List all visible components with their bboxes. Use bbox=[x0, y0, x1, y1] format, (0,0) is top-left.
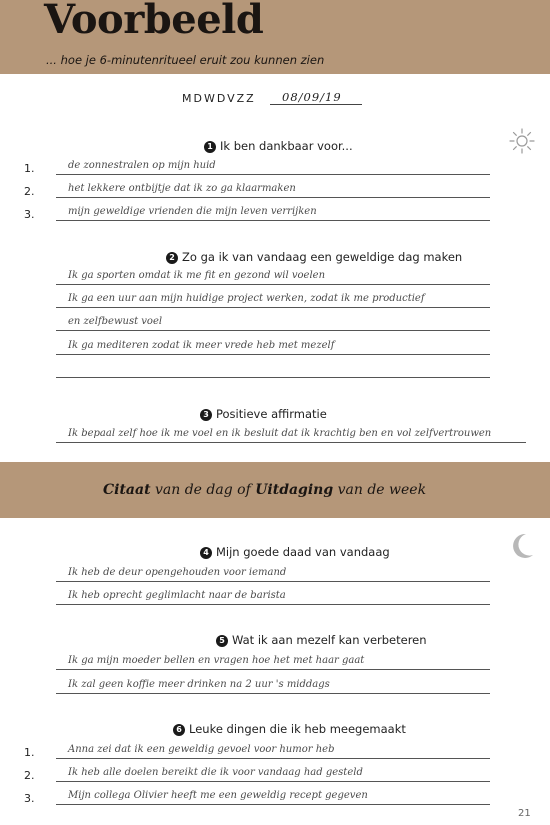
section-number-badge: 4 bbox=[200, 547, 212, 559]
list-number: 2. bbox=[24, 185, 35, 198]
affirmation-line[interactable]: Ik bepaal zelf hoe ik me voel en ik besluit dat ik krachtig ben en vol zelfvertrouwen bbox=[56, 426, 526, 443]
list-number: 3. bbox=[24, 208, 35, 221]
section-5-heading bbox=[216, 633, 427, 647]
plan-line-3[interactable]: en zelfbewust voel bbox=[56, 314, 490, 331]
section-6-heading bbox=[173, 722, 406, 736]
section-2-heading bbox=[166, 250, 462, 264]
band-title-part: Citaat bbox=[103, 482, 151, 498]
section-number-badge: 2 bbox=[166, 252, 178, 264]
band-title-part: van de dag of bbox=[150, 482, 256, 498]
section-number-badge: 3 bbox=[200, 409, 212, 421]
page-title: Voorbeeld bbox=[44, 0, 264, 43]
section-1-heading bbox=[204, 139, 353, 153]
list-number: 3. bbox=[24, 792, 35, 805]
section-number-badge: 5 bbox=[216, 635, 228, 647]
gratitude-line-3[interactable]: mijn geweldige vrienden die mijn leven verrijken bbox=[56, 204, 490, 221]
plan-line-4[interactable]: Ik ga mediteren zodat ik meer vrede heb met mezelf bbox=[56, 338, 490, 355]
section-title: Zo ga ik van vandaag een geweldige dag maken bbox=[182, 250, 463, 264]
weekday-letters: MDWDVZZ bbox=[182, 92, 256, 105]
plan-line-5[interactable] bbox=[56, 361, 490, 378]
page-number: 21 bbox=[518, 808, 531, 819]
improve-line-2[interactable]: Ik zal geen koffie meer drinken na 2 uur 's middags bbox=[56, 677, 490, 694]
section-title: Ik ben dankbaar voor... bbox=[220, 139, 353, 153]
fun-thing-line-1[interactable]: Anna zei dat ik een geweldig gevoel voor humor heb bbox=[56, 742, 490, 759]
list-number: 1. bbox=[24, 746, 35, 759]
list-number: 1. bbox=[24, 162, 35, 175]
list-number: 2. bbox=[24, 769, 35, 782]
gratitude-line-2[interactable]: het lekkere ontbijtje dat ik zo ga klaarmaken bbox=[56, 181, 490, 198]
page-subtitle: ... hoe je 6-minutenritueel eruit zou kunnen zien bbox=[46, 53, 325, 67]
date-field[interactable]: 08/09/19 bbox=[270, 90, 362, 105]
header-banner bbox=[0, 0, 550, 74]
plan-line-2[interactable]: Ik ga een uur aan mijn huidige project werken, zodat ik me productief bbox=[56, 291, 490, 308]
section-title: Leuke dingen die ik heb meegemaakt bbox=[189, 722, 406, 736]
sun-icon bbox=[508, 127, 536, 155]
section-title: Wat ik aan mezelf kan verbeteren bbox=[232, 633, 427, 647]
section-number-badge: 6 bbox=[173, 724, 185, 736]
quote-challenge-band bbox=[0, 462, 550, 518]
section-number-badge: 1 bbox=[204, 141, 216, 153]
good-deed-line-2[interactable]: Ik heb oprecht geglimlacht naar de barista bbox=[56, 588, 490, 605]
section-3-heading bbox=[200, 407, 327, 421]
section-title: Positieve affirmatie bbox=[216, 407, 327, 421]
band-title-part: Uitdaging bbox=[255, 482, 334, 498]
band-title bbox=[103, 482, 426, 498]
section-title: Mijn goede daad van vandaag bbox=[216, 545, 390, 559]
fun-thing-line-3[interactable]: Mijn collega Olivier heeft me een geweldig recept gegeven bbox=[56, 788, 490, 805]
good-deed-line-1[interactable]: Ik heb de deur opengehouden voor iemand bbox=[56, 565, 490, 582]
improve-line-1[interactable]: Ik ga mijn moeder bellen en vragen hoe het met haar gaat bbox=[56, 653, 490, 670]
band-title-part: van de week bbox=[333, 482, 427, 498]
moon-icon bbox=[509, 532, 535, 560]
plan-line-1[interactable]: Ik ga sporten omdat ik me fit en gezond wil voelen bbox=[56, 268, 490, 285]
fun-thing-line-2[interactable]: Ik heb alle doelen bereikt die ik voor vandaag had gesteld bbox=[56, 765, 490, 782]
section-4-heading bbox=[200, 545, 390, 559]
gratitude-line-1[interactable]: de zonnestralen op mijn huid bbox=[56, 158, 490, 175]
